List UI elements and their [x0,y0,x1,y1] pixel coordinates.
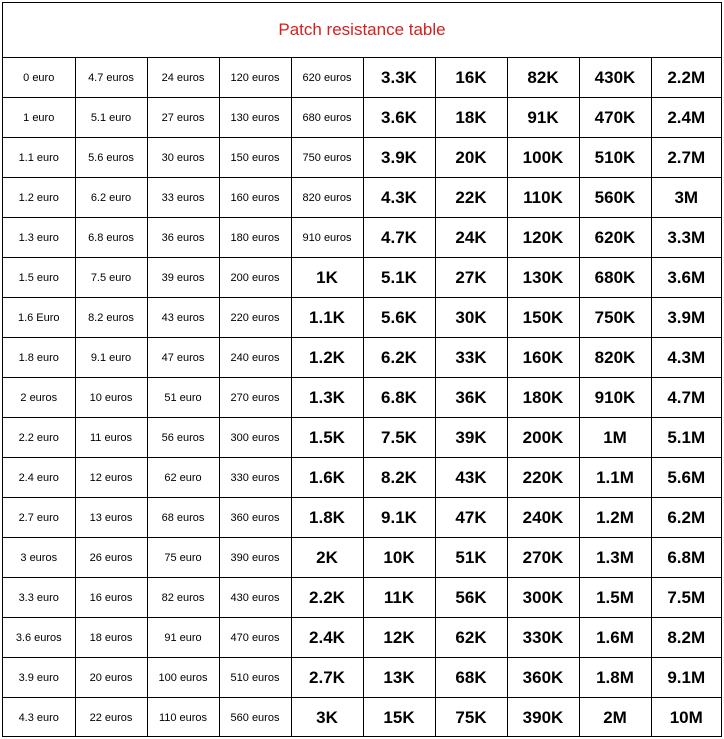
resistance-cell: 2.4K [291,618,363,658]
resistance-cell: 240 euros [219,338,291,378]
table-row [3,338,721,378]
resistance-cell: 62K [435,618,507,658]
resistance-cell: 1.1 euro [3,138,75,178]
resistance-cell: 10 euros [75,378,147,418]
resistance-cell: 1.8K [291,498,363,538]
resistance-cell: 13K [363,658,435,698]
resistance-table-sheet [2,2,722,737]
resistance-cell: 20 euros [75,658,147,698]
resistance-cell: 120K [507,218,579,258]
resistance-cell: 47K [435,498,507,538]
resistance-cell: 330 euros [219,458,291,498]
resistance-cell: 100K [507,138,579,178]
resistance-cell: 270K [507,538,579,578]
resistance-cell: 68K [435,658,507,698]
resistance-cell: 2.4M [651,98,721,138]
resistance-cell: 1.6 Euro [3,298,75,338]
resistance-cell: 2.2M [651,58,721,98]
resistance-cell: 30 euros [147,138,219,178]
resistance-cell: 4.7M [651,378,721,418]
resistance-cell: 150K [507,298,579,338]
resistance-cell: 22K [435,178,507,218]
table-row [3,658,721,698]
table-row [3,498,721,538]
resistance-cell: 750K [579,298,651,338]
resistance-cell: 39 euros [147,258,219,298]
resistance-cell: 180K [507,378,579,418]
resistance-cell: 180 euros [219,218,291,258]
resistance-cell: 7.5 euro [75,258,147,298]
resistance-cell: 51K [435,538,507,578]
resistance-cell: 160K [507,338,579,378]
resistance-cell: 200K [507,418,579,458]
resistance-cell: 750 euros [291,138,363,178]
resistance-cell: 82 euros [147,578,219,618]
resistance-cell: 1.3M [579,538,651,578]
table-row [3,538,721,578]
resistance-cell: 56 euros [147,418,219,458]
resistance-cell: 1.2K [291,338,363,378]
resistance-cell: 91K [507,98,579,138]
resistance-cell: 1.3K [291,378,363,418]
resistance-cell: 33 euros [147,178,219,218]
resistance-cell: 390 euros [219,538,291,578]
resistance-cell: 10M [651,698,721,738]
resistance-cell: 2K [291,538,363,578]
resistance-cell: 270 euros [219,378,291,418]
resistance-cell: 5.6K [363,298,435,338]
resistance-cell: 4.3M [651,338,721,378]
resistance-cell: 0 euro [3,58,75,98]
table-row [3,98,721,138]
resistance-cell: 3.3M [651,218,721,258]
resistance-cell: 39K [435,418,507,458]
resistance-cell: 3.3 euro [3,578,75,618]
resistance-cell: 1.6M [579,618,651,658]
resistance-cell: 9.1M [651,658,721,698]
resistance-cell: 12 euros [75,458,147,498]
resistance-cell: 100 euros [147,658,219,698]
resistance-cell: 3.9K [363,138,435,178]
resistance-cell: 220K [507,458,579,498]
resistance-cell: 16K [435,58,507,98]
resistance-cell: 4.7 euros [75,58,147,98]
resistance-cell: 430 euros [219,578,291,618]
resistance-cell: 2.7K [291,658,363,698]
resistance-cell: 33K [435,338,507,378]
resistance-cell: 18 euros [75,618,147,658]
table-row [3,418,721,458]
resistance-cell: 43 euros [147,298,219,338]
table-row [3,298,721,338]
resistance-cell: 47 euros [147,338,219,378]
resistance-cell: 75K [435,698,507,738]
resistance-cell: 130 euros [219,98,291,138]
resistance-cell: 3M [651,178,721,218]
resistance-cell: 560 euros [219,698,291,738]
resistance-cell: 6.8K [363,378,435,418]
table-row [3,58,721,98]
resistance-cell: 3.6M [651,258,721,298]
resistance-cell: 7.5K [363,418,435,458]
resistance-cell: 11 euros [75,418,147,458]
resistance-cell: 20K [435,138,507,178]
table-title: Patch resistance table [3,3,721,58]
resistance-cell: 8.2 euros [75,298,147,338]
table-row [3,378,721,418]
resistance-cell: 6.8 euros [75,218,147,258]
resistance-cell: 2 euros [3,378,75,418]
resistance-cell: 82K [507,58,579,98]
table-row [3,458,721,498]
resistance-cell: 18K [435,98,507,138]
resistance-cell: 4.7K [363,218,435,258]
resistance-cell: 1.6K [291,458,363,498]
resistance-cell: 2.2 euro [3,418,75,458]
resistance-cell: 2.7M [651,138,721,178]
resistance-cell: 51 euro [147,378,219,418]
resistance-cell: 24K [435,218,507,258]
resistance-cell: 330K [507,618,579,658]
resistance-cell: 470K [579,98,651,138]
resistance-cell: 510K [579,138,651,178]
resistance-cell: 240K [507,498,579,538]
resistance-cell: 5.6 euros [75,138,147,178]
resistance-cell: 820 euros [291,178,363,218]
resistance-cell: 620 euros [291,58,363,98]
resistance-cell: 11K [363,578,435,618]
resistance-cell: 2.2K [291,578,363,618]
table-row [3,178,721,218]
resistance-cell: 3 euros [3,538,75,578]
resistance-cell: 5.1 euro [75,98,147,138]
resistance-cell: 1.8 euro [3,338,75,378]
resistance-cell: 130K [507,258,579,298]
resistance-cell: 510 euros [219,658,291,698]
resistance-cell: 8.2K [363,458,435,498]
resistance-cell: 30K [435,298,507,338]
resistance-cell: 1K [291,258,363,298]
resistance-cell: 3.6 euros [3,618,75,658]
resistance-cell: 1.5K [291,418,363,458]
resistance-cell: 680 euros [291,98,363,138]
resistance-cell: 56K [435,578,507,618]
resistance-cell: 6.8M [651,538,721,578]
resistance-cell: 4.3K [363,178,435,218]
resistance-cell: 3.9 euro [3,658,75,698]
resistance-cell: 220 euros [219,298,291,338]
resistance-cell: 6.2K [363,338,435,378]
resistance-cell: 5.1K [363,258,435,298]
resistance-cell: 820K [579,338,651,378]
resistance-cell: 470 euros [219,618,291,658]
table-row [3,258,721,298]
resistance-cell: 1.1M [579,458,651,498]
resistance-cell: 6.2M [651,498,721,538]
resistance-cell: 1.1K [291,298,363,338]
resistance-cell: 910 euros [291,218,363,258]
resistance-cell: 5.1M [651,418,721,458]
resistance-cell: 43K [435,458,507,498]
resistance-cell: 2.4 euro [3,458,75,498]
resistance-cell: 390K [507,698,579,738]
resistance-cell: 3.6K [363,98,435,138]
resistance-cell: 15K [363,698,435,738]
resistance-cell: 430K [579,58,651,98]
resistance-cell: 16 euros [75,578,147,618]
resistance-cell: 6.2 euro [75,178,147,218]
resistance-cell: 4.3 euro [3,698,75,738]
resistance-cell: 24 euros [147,58,219,98]
resistance-cell: 12K [363,618,435,658]
resistance-cell: 160 euros [219,178,291,218]
resistance-cell: 120 euros [219,58,291,98]
resistance-cell: 1.5 euro [3,258,75,298]
resistance-cell: 7.5M [651,578,721,618]
resistance-cell: 36 euros [147,218,219,258]
resistance-cell: 10K [363,538,435,578]
resistance-cell: 680K [579,258,651,298]
resistance-cell: 9.1K [363,498,435,538]
resistance-cell: 110 euros [147,698,219,738]
resistance-cell: 910K [579,378,651,418]
resistance-cell: 110K [507,178,579,218]
table-row [3,578,721,618]
resistance-cell: 68 euros [147,498,219,538]
resistance-cell: 8.2M [651,618,721,658]
resistance-cell: 1 euro [3,98,75,138]
table-row [3,138,721,178]
resistance-cell: 27K [435,258,507,298]
resistance-cell: 1.2M [579,498,651,538]
resistance-cell: 36K [435,378,507,418]
resistance-cell: 300 euros [219,418,291,458]
resistance-cell: 5.6M [651,458,721,498]
resistance-cell: 620K [579,218,651,258]
resistance-cell: 360K [507,658,579,698]
resistance-cell: 300K [507,578,579,618]
resistance-cell: 13 euros [75,498,147,538]
table-body [3,58,721,737]
resistance-cell: 26 euros [75,538,147,578]
resistance-cell: 2M [579,698,651,738]
resistance-cell: 1.3 euro [3,218,75,258]
resistance-cell: 560K [579,178,651,218]
resistance-cell: 3K [291,698,363,738]
resistance-cell: 150 euros [219,138,291,178]
resistance-cell: 75 euro [147,538,219,578]
resistance-cell: 1.5M [579,578,651,618]
resistance-cell: 91 euro [147,618,219,658]
table-row [3,618,721,658]
resistance-cell: 1M [579,418,651,458]
resistance-cell: 27 euros [147,98,219,138]
resistance-cell: 1.8M [579,658,651,698]
resistance-cell: 3.9M [651,298,721,338]
table-row [3,218,721,258]
resistance-cell: 1.2 euro [3,178,75,218]
resistance-table [3,58,721,737]
resistance-cell: 200 euros [219,258,291,298]
resistance-cell: 62 euro [147,458,219,498]
resistance-cell: 2.7 euro [3,498,75,538]
resistance-cell: 9.1 euro [75,338,147,378]
resistance-cell: 360 euros [219,498,291,538]
resistance-cell: 22 euros [75,698,147,738]
table-row [3,698,721,738]
resistance-cell: 3.3K [363,58,435,98]
